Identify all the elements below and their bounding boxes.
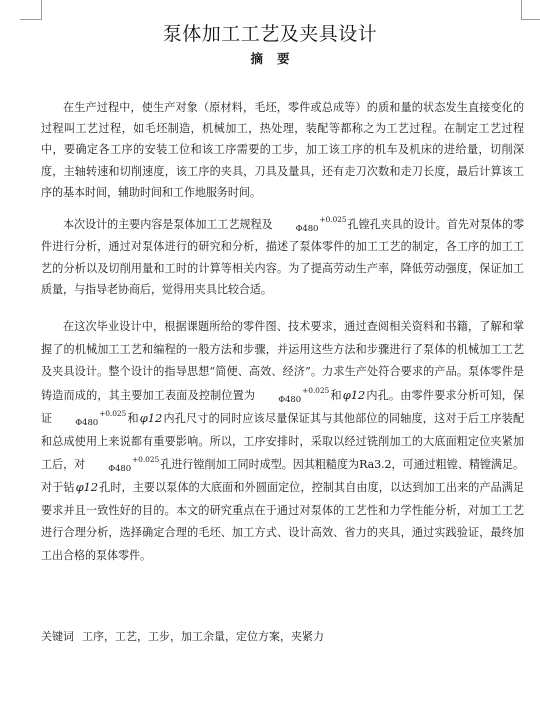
paragraph-3-text-e: 内孔尺寸的同时应该尽量保证其与其他部位的同轴度，这对于后工序装配和总成使用上来说都有重要影响。所以，工序安排时，采取以经过铣削加工的大底面粗定位夹紧加工后，对 (41, 412, 524, 471)
paragraph-3-text-a: 在这次毕业设计中，根据课题所给的零件图、技术要求，通过查阅相关资料和书籍，了解和掌握了的机械加工工艺和编程的一般方法和步骤，并运用这些方法和步骤进行了泵体的机械加工工艺及夹具设计。整个设计的指导思想“简便、高效、经济”。力求生产处符合要求的产品。泵体零件是铸造而成的，其主要加工表面及控制位置为 (41, 320, 524, 402)
paragraph-3-text-c: 内孔。由零件要求分析可知，保证 (41, 388, 524, 426)
keywords-label: 关键词 (41, 630, 74, 643)
crop-mark-left-vertical (41, 0, 42, 20)
bore-dimension-symbol (53, 409, 127, 429)
hole-diameter-symbol: φ12 (342, 387, 366, 402)
hole-diameter-symbol: φ12 (139, 411, 163, 426)
abstract-paragraph-1 (41, 97, 524, 203)
document-title: 泵体加工工艺及夹具设计 (162, 23, 378, 45)
bore-dimension-base: Φ480 (108, 463, 131, 474)
bore-dimension-symbol (86, 454, 160, 474)
crop-mark-right-vertical (521, 0, 522, 20)
bore-dimension-tolerance: +0.025 (302, 385, 330, 395)
paragraph-1-text: 在生产过程中，使生产对象（原材料，毛坯，零件或总成等）的质和量的状态发生直接变化的过程叫工艺过程，如毛坯制造，机械加工，热处理，装配等都称之为工艺过程。在制定工艺过程中，要确定各工序的安装工位和该工序需要的工步，加工该工序的机车及机床的进给量，切削深度，主轴转速和切削速度，该工序的夹具，刀具及量具，还有走刀次数和走刀长度，最后计算该工序的基本时间，辅助时间和工作地服务时间。 (41, 101, 524, 199)
bore-dimension-base: Φ480 (75, 418, 99, 429)
bore-dimension-tolerance: +0.025 (132, 454, 160, 464)
hole-diameter-symbol: φ12 (75, 480, 98, 495)
bore-dimension-tolerance: +0.025 (319, 215, 347, 224)
paragraph-2-text-a: 本次设计的主要内容是泵体加工工艺规程及 (63, 218, 273, 231)
bore-dimension-symbol (274, 215, 347, 234)
paragraph-3-text-d: 和 (127, 412, 139, 426)
crop-mark-left-horizontal (20, 19, 41, 20)
bore-dimension-base: Φ480 (295, 224, 319, 234)
abstract-heading: 摘要 (250, 51, 304, 66)
paragraph-3-text-f: 孔进行镗削加工同时成型。因其粗糙度为Ra3.2，可通过粗镗、精镗满足。对于钻 (41, 457, 524, 495)
keywords-line (41, 630, 324, 644)
paragraph-3-text-g: 孔时，主要以泵体的大底面和外圆面定位，控制其自由度，以达到加工出来的产品满足要求并且一致性好的目的。本文的研究重点在于通过对泵体的工艺性和力学性能分析，对加工工艺进行合理分析，选择确定合理的毛坯、加工方式、设计高效、省力的夹具，通过实践验证，最终加工出合格的泵体零件。 (41, 481, 524, 562)
bore-dimension-symbol (256, 385, 330, 405)
abstract-paragraph-2 (41, 214, 524, 301)
bore-dimension-tolerance: +0.025 (99, 409, 127, 419)
paragraph-3-text-b: 和 (330, 388, 342, 402)
paragraph-2-text-b: 孔镗孔夹具的设计。首先对泵体的零件进行分析，通过对泵体进行的研究和分析，描述了泵体零件的加工工艺的制定，各工序的加工工艺的分析以及切削用量和工时的计算等相关内容。为了提高劳动生产率，降低劳动强度，保证加工质量，与指导老协商后，觉得用夹具比较合适。 (41, 218, 524, 297)
bore-dimension-base: Φ480 (278, 394, 302, 405)
crop-mark-right-horizontal (521, 19, 540, 20)
abstract-paragraph-3 (41, 316, 524, 568)
keywords-value: 工序，工艺，工步，加工余量，定位方案，夹紧力 (82, 630, 324, 643)
